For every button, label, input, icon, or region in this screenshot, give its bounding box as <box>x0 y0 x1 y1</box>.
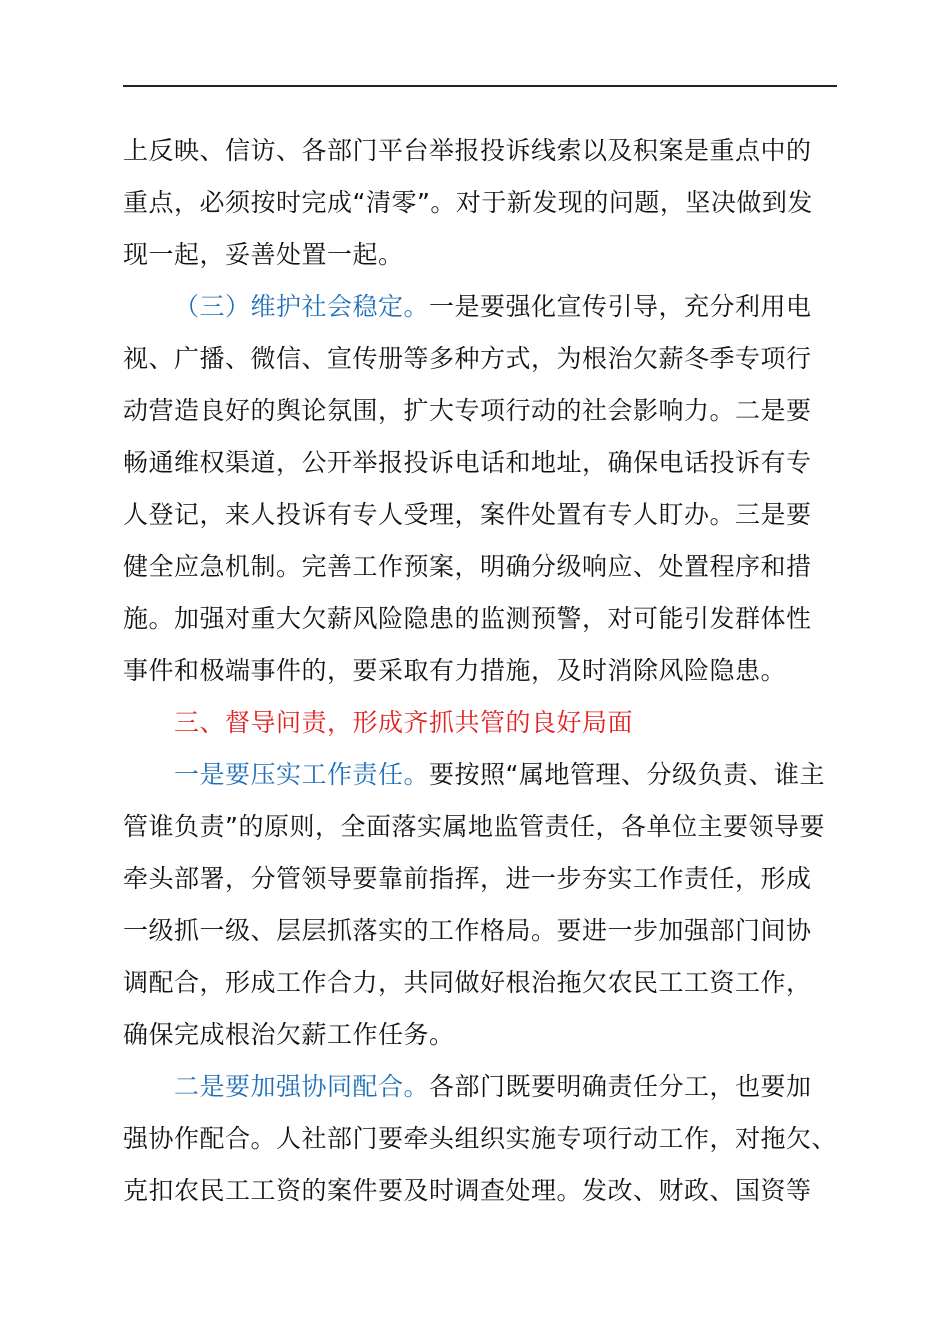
header-rule <box>123 85 837 87</box>
paragraph-4 <box>123 1061 837 1217</box>
subsection-heading: （三）维护社会稳定。 <box>174 292 430 321</box>
text-line: 现一起，妥善处置一起。 <box>123 240 404 269</box>
text-line: 人登记，来人投诉有专人受理，案件处置有专人盯办。三是要 <box>123 500 812 529</box>
text-line: 健全应急机制。完善工作预案，明确分级响应、处置程序和措 <box>123 552 812 581</box>
text-line: 施。加强对重大欠薪风险隐患的监测预警，对可能引发群体性 <box>123 604 812 633</box>
subsection-heading: 二是要加强协同配合。 <box>174 1072 430 1101</box>
text-line <box>123 749 837 801</box>
text-line: 一级抓一级、层层抓落实的工作格局。要进一步加强部门间协 <box>123 916 812 945</box>
text-line: 克扣农民工工资的案件要及时调查处理。发改、财政、国资等 <box>123 1176 812 1205</box>
text-line <box>123 1061 837 1113</box>
paragraph-1 <box>123 125 837 281</box>
text-line: 视、广播、微信、宣传册等多种方式，为根治欠薪冬季专项行 <box>123 344 812 373</box>
text-line: 动营造良好的舆论氛围，扩大专项行动的社会影响力。二是要 <box>123 396 812 425</box>
text-line <box>123 281 837 333</box>
text-run: 一是要强化宣传引导，充分利用电 <box>429 292 812 321</box>
text-line: 强协作配合。人社部门要牵头组织实施专项行动工作，对拖欠、 <box>123 1124 838 1153</box>
text-line: 管谁负责”的原则，全面落实属地监管责任，各单位主要领导要 <box>123 812 825 841</box>
text-line: 确保完成根治欠薪工作任务。 <box>123 1020 455 1049</box>
paragraph-2 <box>123 281 837 697</box>
text-line: 牵头部署，分管领导要靠前指挥，进一步夯实工作责任，形成 <box>123 864 812 893</box>
subsection-heading: 一是要压实工作责任。 <box>174 760 430 789</box>
text-run: 要按照“属地管理、分级负责、谁主 <box>429 760 825 789</box>
text-line: 畅通维权渠道，公开举报投诉电话和地址，确保电话投诉有专 <box>123 448 812 477</box>
document-body <box>123 125 837 1217</box>
text-run: 各部门既要明确责任分工，也要加 <box>429 1072 812 1101</box>
text-line: 重点，必须按时完成“清零”。对于新发现的问题，坚决做到发 <box>123 188 813 217</box>
text-line: 上反映、信访、各部门平台举报投诉线索以及积案是重点中的 <box>123 136 812 165</box>
text-line: 调配合，形成工作合力，共同做好根治拖欠农民工工资工作， <box>123 968 812 997</box>
section-title: 三、督导问责，形成齐抓共管的良好局面 <box>174 708 634 737</box>
text-line: 事件和极端事件的，要采取有力措施，及时消除风险隐患。 <box>123 656 787 685</box>
paragraph-3 <box>123 749 837 1061</box>
